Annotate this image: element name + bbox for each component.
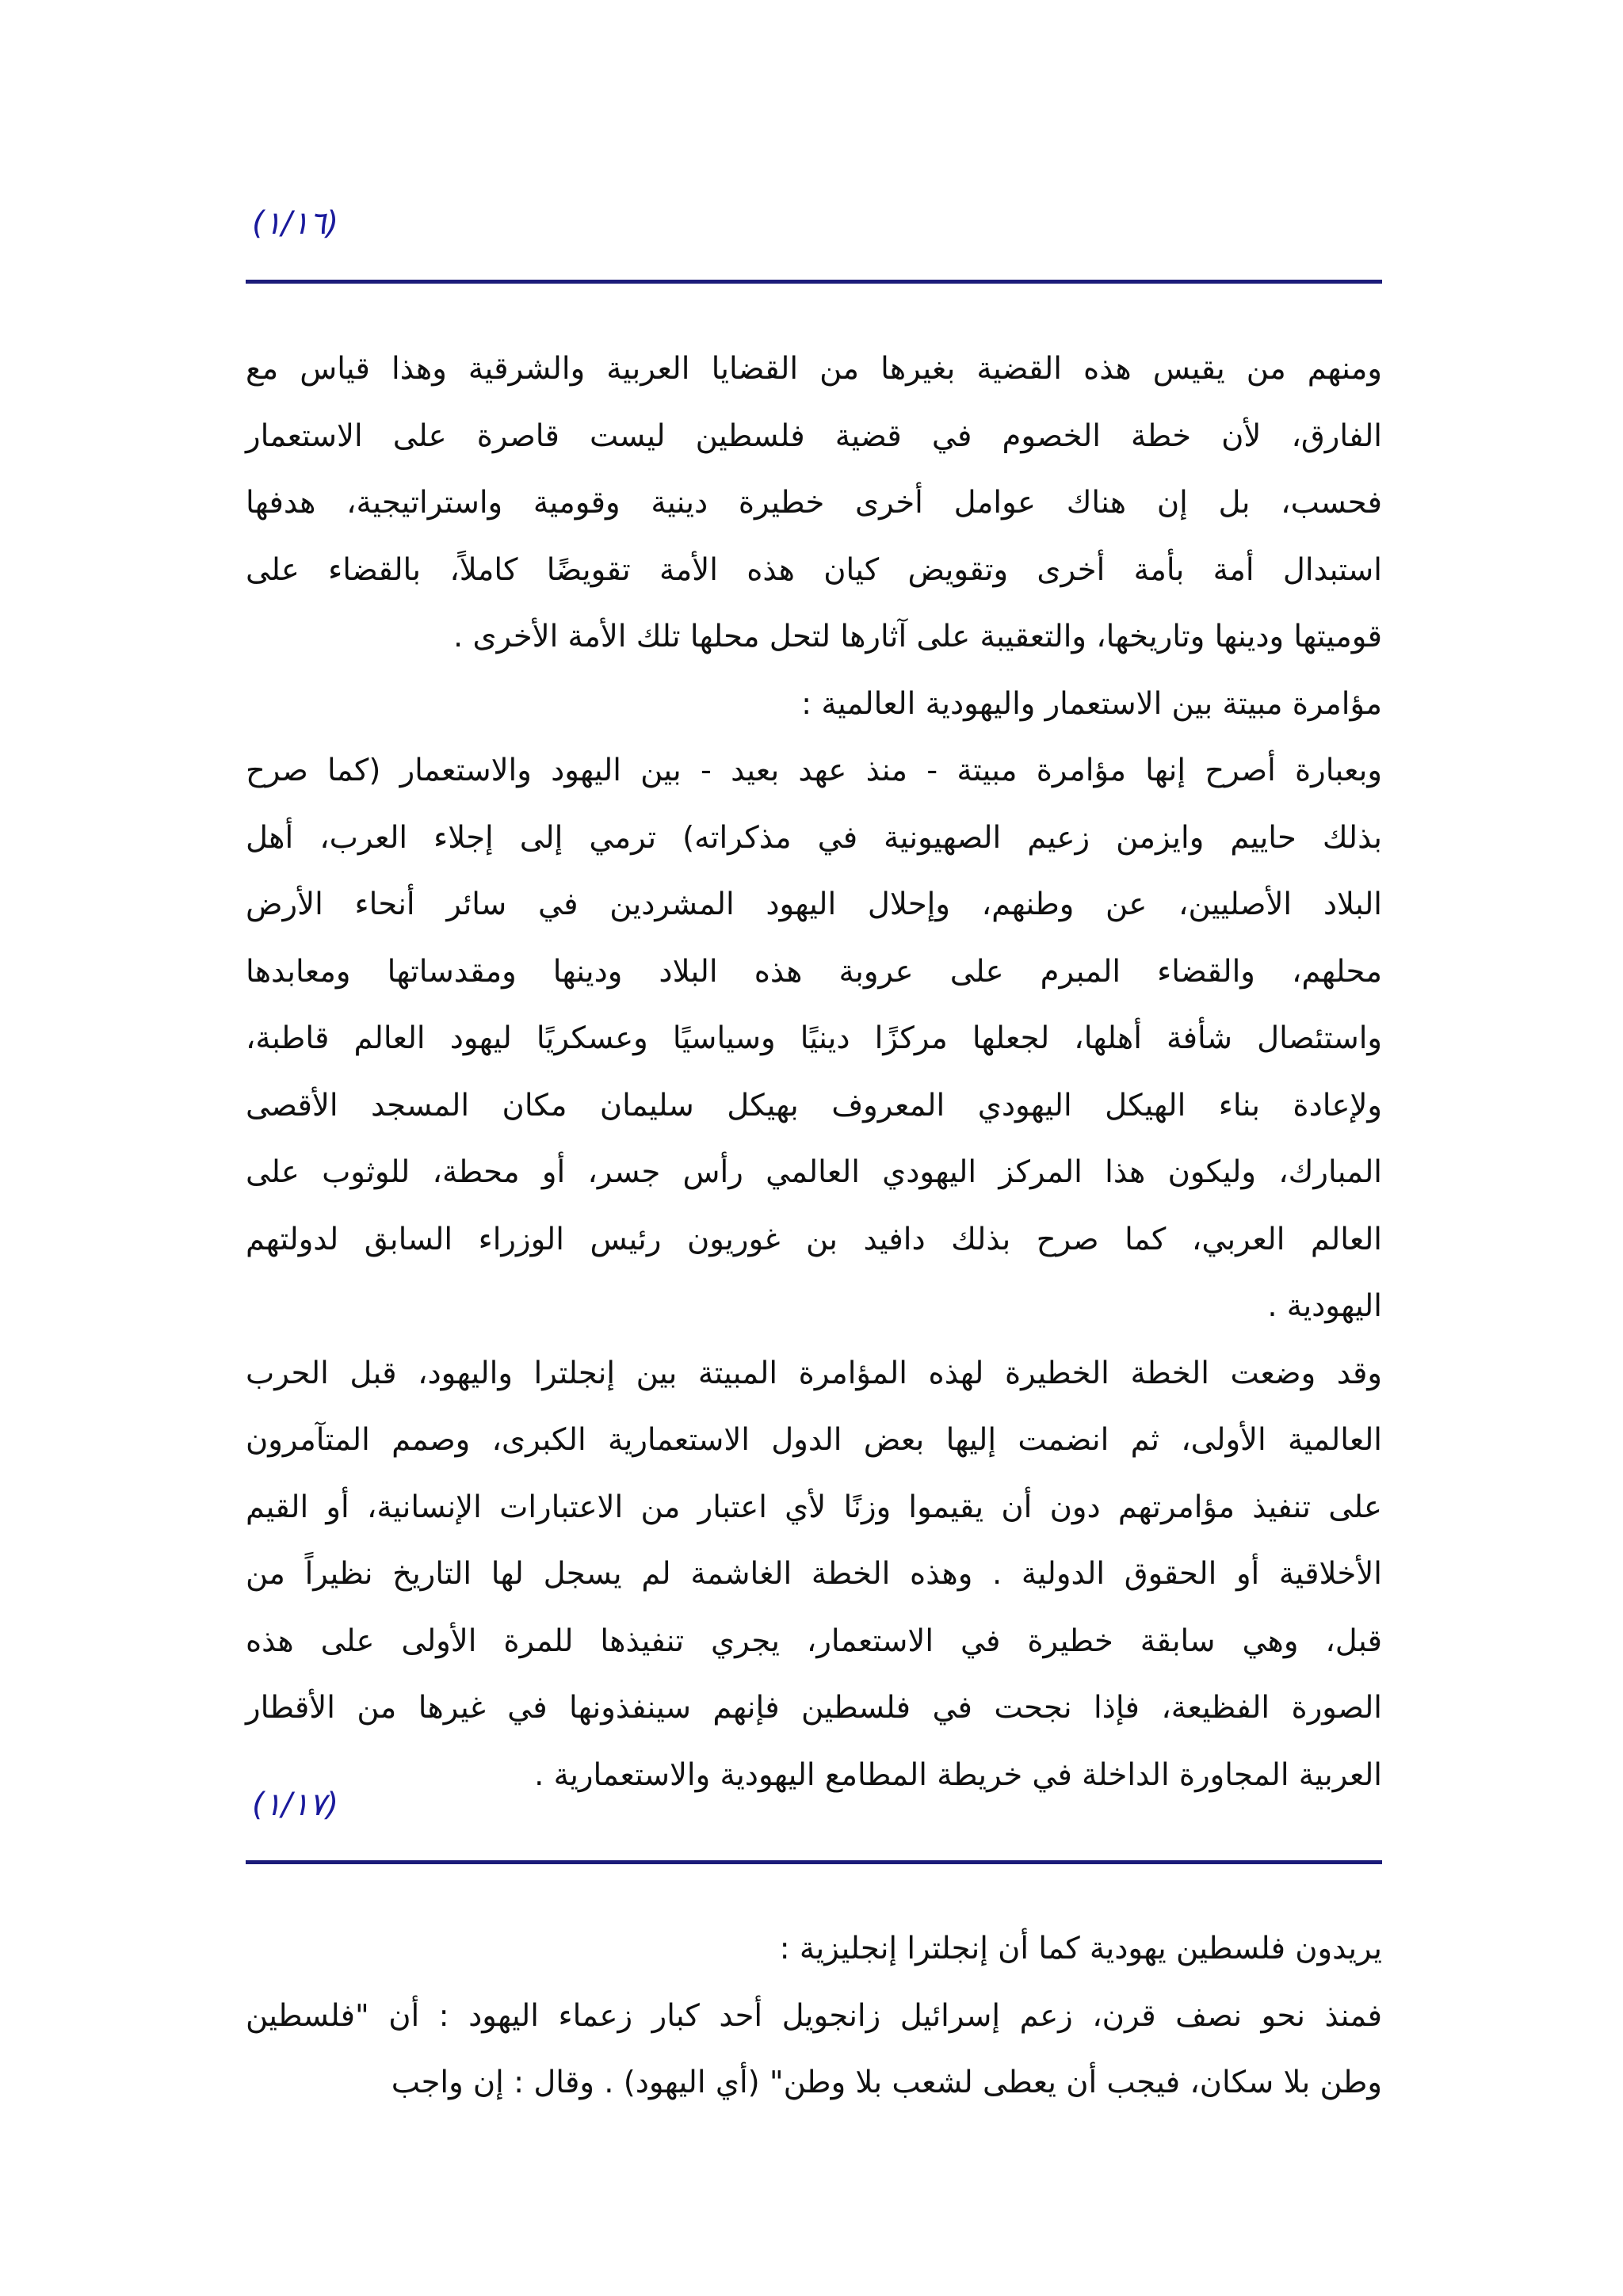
text-section-2 — [246, 1916, 1382, 2117]
page-marker-1-16: (١/١٦) — [252, 205, 339, 242]
paragraph — [246, 1341, 1382, 1810]
text-line: ومنهم من يقيس هذه القضية بغيرها من القضايا العربية والشرقية وهذا قياس مع — [246, 351, 1382, 387]
text-line: وقد وضعت الخطة الخطيرة لهذه المؤامرة المبيتة بين إنجلترا واليهود، قبل الحرب — [246, 1355, 1382, 1391]
text-line: ولإعادة بناء الهيكل اليهودي المعروف بهيكل سليمان مكان المسجد الأقصى — [246, 1087, 1382, 1123]
text-line: على تنفيذ مؤامرتهم دون أن يقيموا وزنًا لأي اعتبار من الاعتبارات الإنسانية، أو القيم — [246, 1489, 1382, 1525]
text-line: وبعبارة أصرح إنها مؤامرة مبيتة - منذ عهد بعيد - بين اليهود والاستعمار (كما صرح — [246, 753, 1382, 788]
horizontal-divider — [246, 280, 1382, 284]
text-line: بذلك حاييم وايزمن زعيم الصهيونية في مذكراته) ترمي إلى إجلاء العرب، أهل — [246, 819, 1382, 856]
text-line: فمنذ نحو نصف قرن، زعم إسرائيل زانجويل أحد كبار زعماء اليهود : أن "فلسطين — [246, 1997, 1382, 2034]
text-line: العالم العربي، كما صرح بذلك دافيد بن غوريون رئيس الوزراء السابق لدولتهم — [246, 1221, 1382, 1257]
paragraph — [246, 738, 1382, 1341]
horizontal-divider — [246, 1860, 1382, 1864]
text-line: اليهودية . — [1267, 1288, 1382, 1324]
paragraph — [246, 671, 1382, 738]
text-line: محلهم، والقضاء المبرم على عروبة هذه البلاد ودينها ومقدساتها ومعابدها — [246, 953, 1382, 990]
text-line: يريدون فلسطين يهودية كما أن إنجلترا إنجليزية : — [779, 1931, 1382, 1966]
paragraph — [246, 336, 1382, 671]
text-line: مؤامرة مبيتة بين الاستعمار واليهودية العالمية : — [801, 685, 1382, 722]
text-line: قوميتها ودينها وتاريخها، والتعقيبة على آثارها لتحل محلها تلك الأمة الأخرى . — [453, 619, 1382, 654]
text-line: واستئصال شأفة أهلها، لجعلها مركزًا دينيًا وسياسيًا وعسكريًا ليهود العالم قاطبة، — [246, 1020, 1382, 1056]
text-line: فحسب، بل إن هناك عوامل أخرى خطيرة دينية وقومية واستراتيجية، هدفها — [246, 485, 1382, 521]
text-line: العربية المجاورة الداخلة في خريطة المطامع اليهودية والاستعمارية . — [534, 1756, 1382, 1793]
text-line: قبل، وهي سابقة خطيرة في الاستعمار، يجري تنفيذها للمرة الأولى على هذه — [246, 1623, 1382, 1659]
text-line: الأخلاقية أو الحقوق الدولية . وهذه الخطة الغاشمة لم يسجل لها التاريخ نظيراً من — [246, 1556, 1382, 1592]
text-line: الصورة الفظيعة، فإذا نجحت في فلسطين فإنهم سينفذونها في غيرها من الأقطار — [246, 1690, 1382, 1726]
text-line: الفارق، لأن خطة الخصوم في قضية فلسطين ليست قاصرة على الاستعمار — [246, 418, 1382, 454]
text-line: استبدال أمة بأمة أخرى وتقويض كيان هذه الأمة تقويضًا كاملاً، بالقضاء على — [246, 551, 1382, 588]
text-line: وطن بلا سكان، فيجب أن يعطى لشعب بلا وطن" (أي اليهود) . وقال : إن واجب — [391, 2065, 1382, 2100]
page-marker-1-17: (١/١٧) — [252, 1787, 339, 1823]
text-section-1 — [246, 336, 1382, 1809]
text-line: المبارك، وليكون هذا المركز اليهودي العالمي رأس جسر، أو محطة، للوثوب على — [246, 1154, 1382, 1190]
paragraph — [246, 1983, 1382, 2117]
paragraph — [246, 1916, 1382, 1983]
text-line: البلاد الأصليين، عن وطنهم، وإحلال اليهود المشردين في سائر أنحاء الأرض — [246, 887, 1382, 922]
text-line: العالمية الأولى، ثم انضمت إليها بعض الدول الاستعمارية الكبرى، وصمم المتآمرون — [246, 1422, 1382, 1458]
